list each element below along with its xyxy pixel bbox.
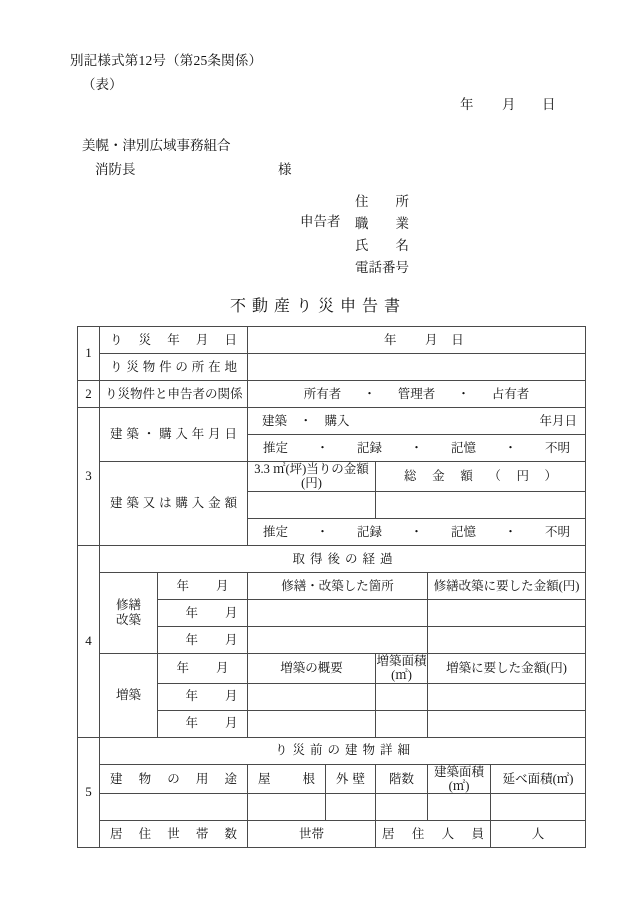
label-disaster-date: り災年月日 <box>100 327 248 354</box>
table-row <box>78 764 586 794</box>
header-floors: 階数 <box>376 764 428 794</box>
label-remodel: 改築 <box>115 612 141 627</box>
value-building-use[interactable] <box>100 794 248 821</box>
value-repair-amount[interactable] <box>428 626 586 653</box>
header-repair-amount: 修繕改築に要した金額(円) <box>428 572 586 599</box>
build-month-label: 月 <box>552 413 565 428</box>
header-repair-ym: 年 月 <box>158 572 248 599</box>
label-repair-remodel <box>100 572 158 653</box>
row-number-1: 1 <box>78 327 100 381</box>
amount-basis-memory[interactable]: 記憶 <box>451 524 477 539</box>
table-row <box>78 737 586 764</box>
value-date-basis[interactable] <box>248 435 586 462</box>
declarant-address-label: 住 所 <box>355 194 409 209</box>
section-title-after-acquisition: 取得後の経過 <box>100 545 586 572</box>
row-number-5: 5 <box>78 737 100 848</box>
row-number-4: 4 <box>78 545 100 737</box>
value-building-area[interactable] <box>428 794 491 821</box>
date-day-label: 日 <box>542 97 556 112</box>
value-amount-basis[interactable] <box>248 518 586 545</box>
option-manager[interactable]: 管理者 <box>397 386 436 401</box>
basis-unknown[interactable]: 不明 <box>545 440 571 455</box>
row-number-2: 2 <box>78 381 100 408</box>
declarant-occupation-label: 職 業 <box>355 216 409 231</box>
value-roof[interactable] <box>248 794 326 821</box>
declaration-form-table <box>77 326 586 848</box>
recipient-honorific: 様 <box>278 162 292 177</box>
header-amount-total: 総金額（円） <box>376 462 586 492</box>
form-number-sub: （表） <box>82 77 123 92</box>
separator-dot: ・ <box>316 440 329 455</box>
value-extension-area[interactable] <box>376 683 428 710</box>
value-repair-place[interactable] <box>248 626 428 653</box>
label-repair: 修繕 <box>115 598 141 613</box>
table-row <box>78 381 586 408</box>
household-unit: 世帯 <box>299 827 325 842</box>
value-repair-place[interactable] <box>248 599 428 626</box>
value-build-or-purchase[interactable] <box>248 408 586 435</box>
value-property-location[interactable] <box>248 354 586 381</box>
value-extension-area[interactable] <box>376 710 428 737</box>
header-total-floor-area: 延べ面積(㎡) <box>491 764 586 794</box>
basis-memory[interactable]: 記憶 <box>451 440 477 455</box>
disaster-day-label: 日 <box>451 332 464 347</box>
header-extension-area: 増築面積(㎡) <box>376 653 427 683</box>
header-amount-per-unit: 3.3 ㎡(坪)当りの金額(円) <box>248 462 376 492</box>
resident-unit: 人 <box>531 827 545 842</box>
table-row <box>78 354 586 381</box>
date-year-label: 年 <box>460 97 474 112</box>
recipient-title: 消防長 <box>95 162 136 177</box>
date-month-label: 月 <box>502 97 516 112</box>
separator-dot: ・ <box>504 524 517 539</box>
value-extension-outline[interactable] <box>248 683 376 710</box>
label-household-count: 居住世帯数 <box>100 821 248 848</box>
value-disaster-date[interactable] <box>248 327 586 354</box>
declarant-label: 申告者 <box>300 214 341 229</box>
label-extension: 増築 <box>100 653 158 737</box>
form-number: 別記様式第12号（第25条関係） <box>70 53 263 68</box>
table-row <box>78 545 586 572</box>
table-row <box>78 572 586 599</box>
declarant-name-label: 氏 名 <box>355 238 409 253</box>
separator-dot: ・ <box>504 440 517 455</box>
amount-basis-record[interactable]: 記録 <box>357 524 383 539</box>
value-extension-outline[interactable] <box>248 710 376 737</box>
value-repair-ym[interactable]: 年 月 <box>158 599 248 626</box>
value-extension-ym[interactable]: 年 月 <box>158 683 248 710</box>
amount-basis-unknown[interactable]: 不明 <box>545 524 571 539</box>
header-roof: 屋根 <box>248 764 326 794</box>
value-repair-amount[interactable] <box>428 599 586 626</box>
header-extension-amount: 増築に要した金額(円) <box>428 653 586 683</box>
amount-basis-estimate[interactable]: 推定 <box>263 524 289 539</box>
disaster-year-label: 年 <box>384 332 397 347</box>
option-occupant[interactable]: 占有者 <box>491 386 530 401</box>
separator-dot: ・ <box>316 524 329 539</box>
build-year-label: 年 <box>539 413 553 428</box>
separator-dot: ・ <box>363 386 376 401</box>
value-amount-per-unit[interactable] <box>248 491 376 518</box>
organization-name: 美幌・津別広域事務組合 <box>82 138 231 153</box>
separator-dot: ・ <box>457 386 470 401</box>
value-repair-ym[interactable]: 年 月 <box>158 626 248 653</box>
table-row <box>78 462 586 492</box>
value-relationship[interactable] <box>248 381 586 408</box>
value-extension-amount[interactable] <box>428 683 586 710</box>
header-building-use: 建物の用途 <box>100 764 248 794</box>
table-row <box>78 327 586 354</box>
value-total-floor-area[interactable] <box>491 794 586 821</box>
header-building-area: 建築面積(㎡) <box>428 764 491 794</box>
label-relationship: り災物件と申告者の関係 <box>100 381 248 408</box>
table-row <box>78 821 586 848</box>
declarant-phone-label: 電話番号 <box>355 260 409 275</box>
disaster-month-label: 月 <box>425 332 438 347</box>
basis-record[interactable]: 記録 <box>357 440 383 455</box>
label-build-purchase-amount: 建築又は購入金額 <box>100 462 248 546</box>
row-number-3: 3 <box>78 408 100 546</box>
table-row <box>78 653 586 683</box>
section-title-building-detail: り災前の建物詳細 <box>100 737 586 764</box>
label-build-purchase-date: 建築・購入年月日 <box>100 408 248 462</box>
declarant-field-list <box>355 191 409 279</box>
header-extension-outline: 増築の概要 <box>248 653 376 683</box>
label-property-location: り災物件の所在地 <box>100 354 248 381</box>
build-day-label: 日 <box>564 413 578 428</box>
separator-dot: ・ <box>410 524 423 539</box>
value-resident-count[interactable] <box>491 821 586 848</box>
document-title: 不動産り災申告書 <box>229 298 406 315</box>
value-household-count[interactable] <box>248 821 376 848</box>
value-extension-ym[interactable]: 年 月 <box>158 710 248 737</box>
submission-date-line <box>460 93 556 113</box>
value-floors[interactable] <box>376 794 428 821</box>
basis-estimate[interactable]: 推定 <box>263 440 289 455</box>
header-exterior-wall: 外壁 <box>326 764 376 794</box>
table-row <box>78 794 586 821</box>
header-extension-ym: 年 月 <box>158 653 248 683</box>
option-owner[interactable]: 所有者 <box>303 386 342 401</box>
separator-dot: ・ <box>410 440 423 455</box>
build-purchase-choice[interactable]: 建築 ・ 購入 <box>262 413 350 428</box>
label-resident-count: 居住人員 <box>376 821 491 848</box>
value-exterior-wall[interactable] <box>326 794 376 821</box>
table-row <box>78 408 586 435</box>
value-extension-amount[interactable] <box>428 710 586 737</box>
header-repair-place: 修繕・改築した箇所 <box>248 572 428 599</box>
value-amount-total[interactable] <box>376 491 586 518</box>
